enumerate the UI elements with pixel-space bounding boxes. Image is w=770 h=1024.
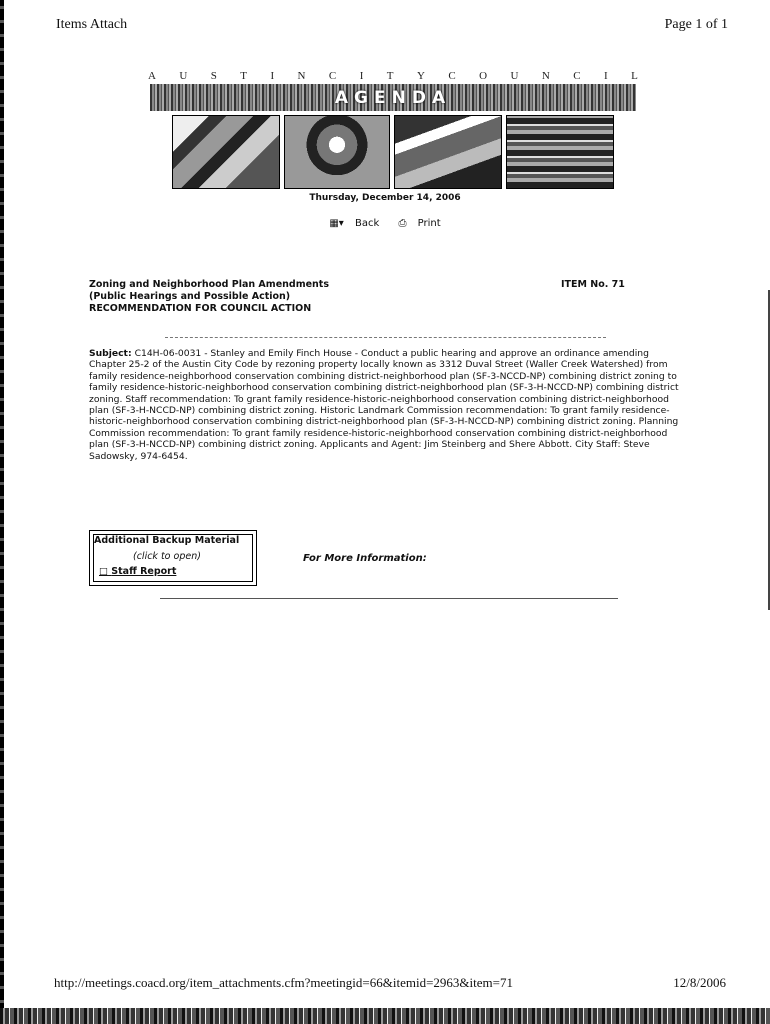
banner-letter: U xyxy=(510,70,519,82)
banner-photo-facade xyxy=(506,115,614,189)
banner-letter: Y xyxy=(416,70,425,82)
staff-report-link[interactable] xyxy=(99,566,176,577)
more-info-label: For More Information: xyxy=(303,553,427,564)
banner-letter: U xyxy=(179,70,188,82)
banner-letter: T xyxy=(240,70,248,82)
meeting-date: Thursday, December 14, 2006 xyxy=(309,193,461,203)
floppy-disk-icon: ▦▾ xyxy=(329,218,344,229)
banner-letter: S xyxy=(210,70,217,82)
banner-letter: C xyxy=(448,70,456,82)
print-header-title: Items Attach xyxy=(56,17,128,32)
scan-edge-left xyxy=(0,0,4,1010)
subject-label: Subject: xyxy=(89,348,132,359)
back-link[interactable] xyxy=(325,218,383,229)
section-line: (Public Hearings and Possible Action) xyxy=(89,291,291,302)
backup-material-box xyxy=(89,530,257,586)
banner-photo-building xyxy=(172,115,280,189)
banner-letter: N xyxy=(297,70,306,82)
banner-letter: T xyxy=(386,70,394,82)
section-line: Zoning and Neighborhood Plan Amendments xyxy=(89,279,329,290)
item-section-title xyxy=(89,279,329,315)
banner-letter: I xyxy=(359,70,364,82)
backup-title: Additional Backup Material xyxy=(94,535,240,546)
banner-photo-chamber xyxy=(394,115,502,189)
printer-icon: ⎙ xyxy=(398,218,407,229)
agenda-title: AGENDA xyxy=(334,87,452,108)
banner-letter: I xyxy=(270,70,275,82)
print-footer-url: http://meetings.coacd.org/item_attachments.cfm?meetingid=66&itemid=2963&item=71 xyxy=(54,975,513,990)
banner-letter: N xyxy=(541,70,550,82)
staff-report-label: Staff Report xyxy=(111,566,177,577)
banner-council-letters xyxy=(148,70,638,82)
subject-paragraph xyxy=(89,348,685,462)
section-line: RECOMMENDATION FOR COUNCIL ACTION xyxy=(89,303,312,314)
print-footer-date: 12/8/2006 xyxy=(673,975,726,990)
scan-edge-bottom xyxy=(0,1008,770,1024)
document-icon: □ xyxy=(99,566,108,577)
banner-letter: C xyxy=(328,70,337,82)
backup-subtitle: (click to open) xyxy=(133,551,201,562)
nav-links xyxy=(0,218,770,229)
banner-letter: C xyxy=(573,70,581,82)
banner-letter: L xyxy=(631,70,638,82)
print-label: Print xyxy=(417,218,441,229)
banner-letter: O xyxy=(479,70,488,82)
item-number: ITEM No. 71 xyxy=(561,279,625,290)
divider xyxy=(165,337,606,338)
print-header-page: Page 1 of 1 xyxy=(664,17,728,32)
print-link[interactable] xyxy=(394,218,444,229)
divider xyxy=(160,598,618,599)
subject-text: C14H-06-0031 - Stanley and Emily Finch House - Conduct a public hearing and approve an ordinance amending Chapter 25-2 of the Austin City Code by rezoning property locally known as 3312 Duval Street (Waller Creek Watershed) from family residence-neighborhood conservation combining district-neighborhood plan (SF-3-NCCD-NP) combining district zoning to family residence-historic-neighborhood conservation combining district-neighborhood plan (SF-3-H-NCCD-NP) combining district zoning. Staff recommendation: To grant family residence-historic-neighborhood conservation combining district-neighborhood plan (SF-3-H-NCCD-NP) combining district zoning. Historic Landmark Commission recommendation: To grant family residence-historic-neighborhood conservation combining district-neighborhood plan (SF-3-H-NCCD-NP) combining district zoning. Planning Commission recommendation: To grant family residence-historic-neighborhood conservation combining district-neighborhood plan (SF-3-H-NCCD-NP) combining district zoning. Applicants and Agent: Jim Steinberg and Shere Abbott. City Staff: Steve Sadowsky, 974-6454. xyxy=(89,348,679,462)
banner-letter: A xyxy=(148,70,156,82)
agenda-banner xyxy=(150,84,636,111)
banner-photo-atrium xyxy=(284,115,390,189)
back-label: Back xyxy=(354,218,380,229)
banner-letter: I xyxy=(603,70,608,82)
